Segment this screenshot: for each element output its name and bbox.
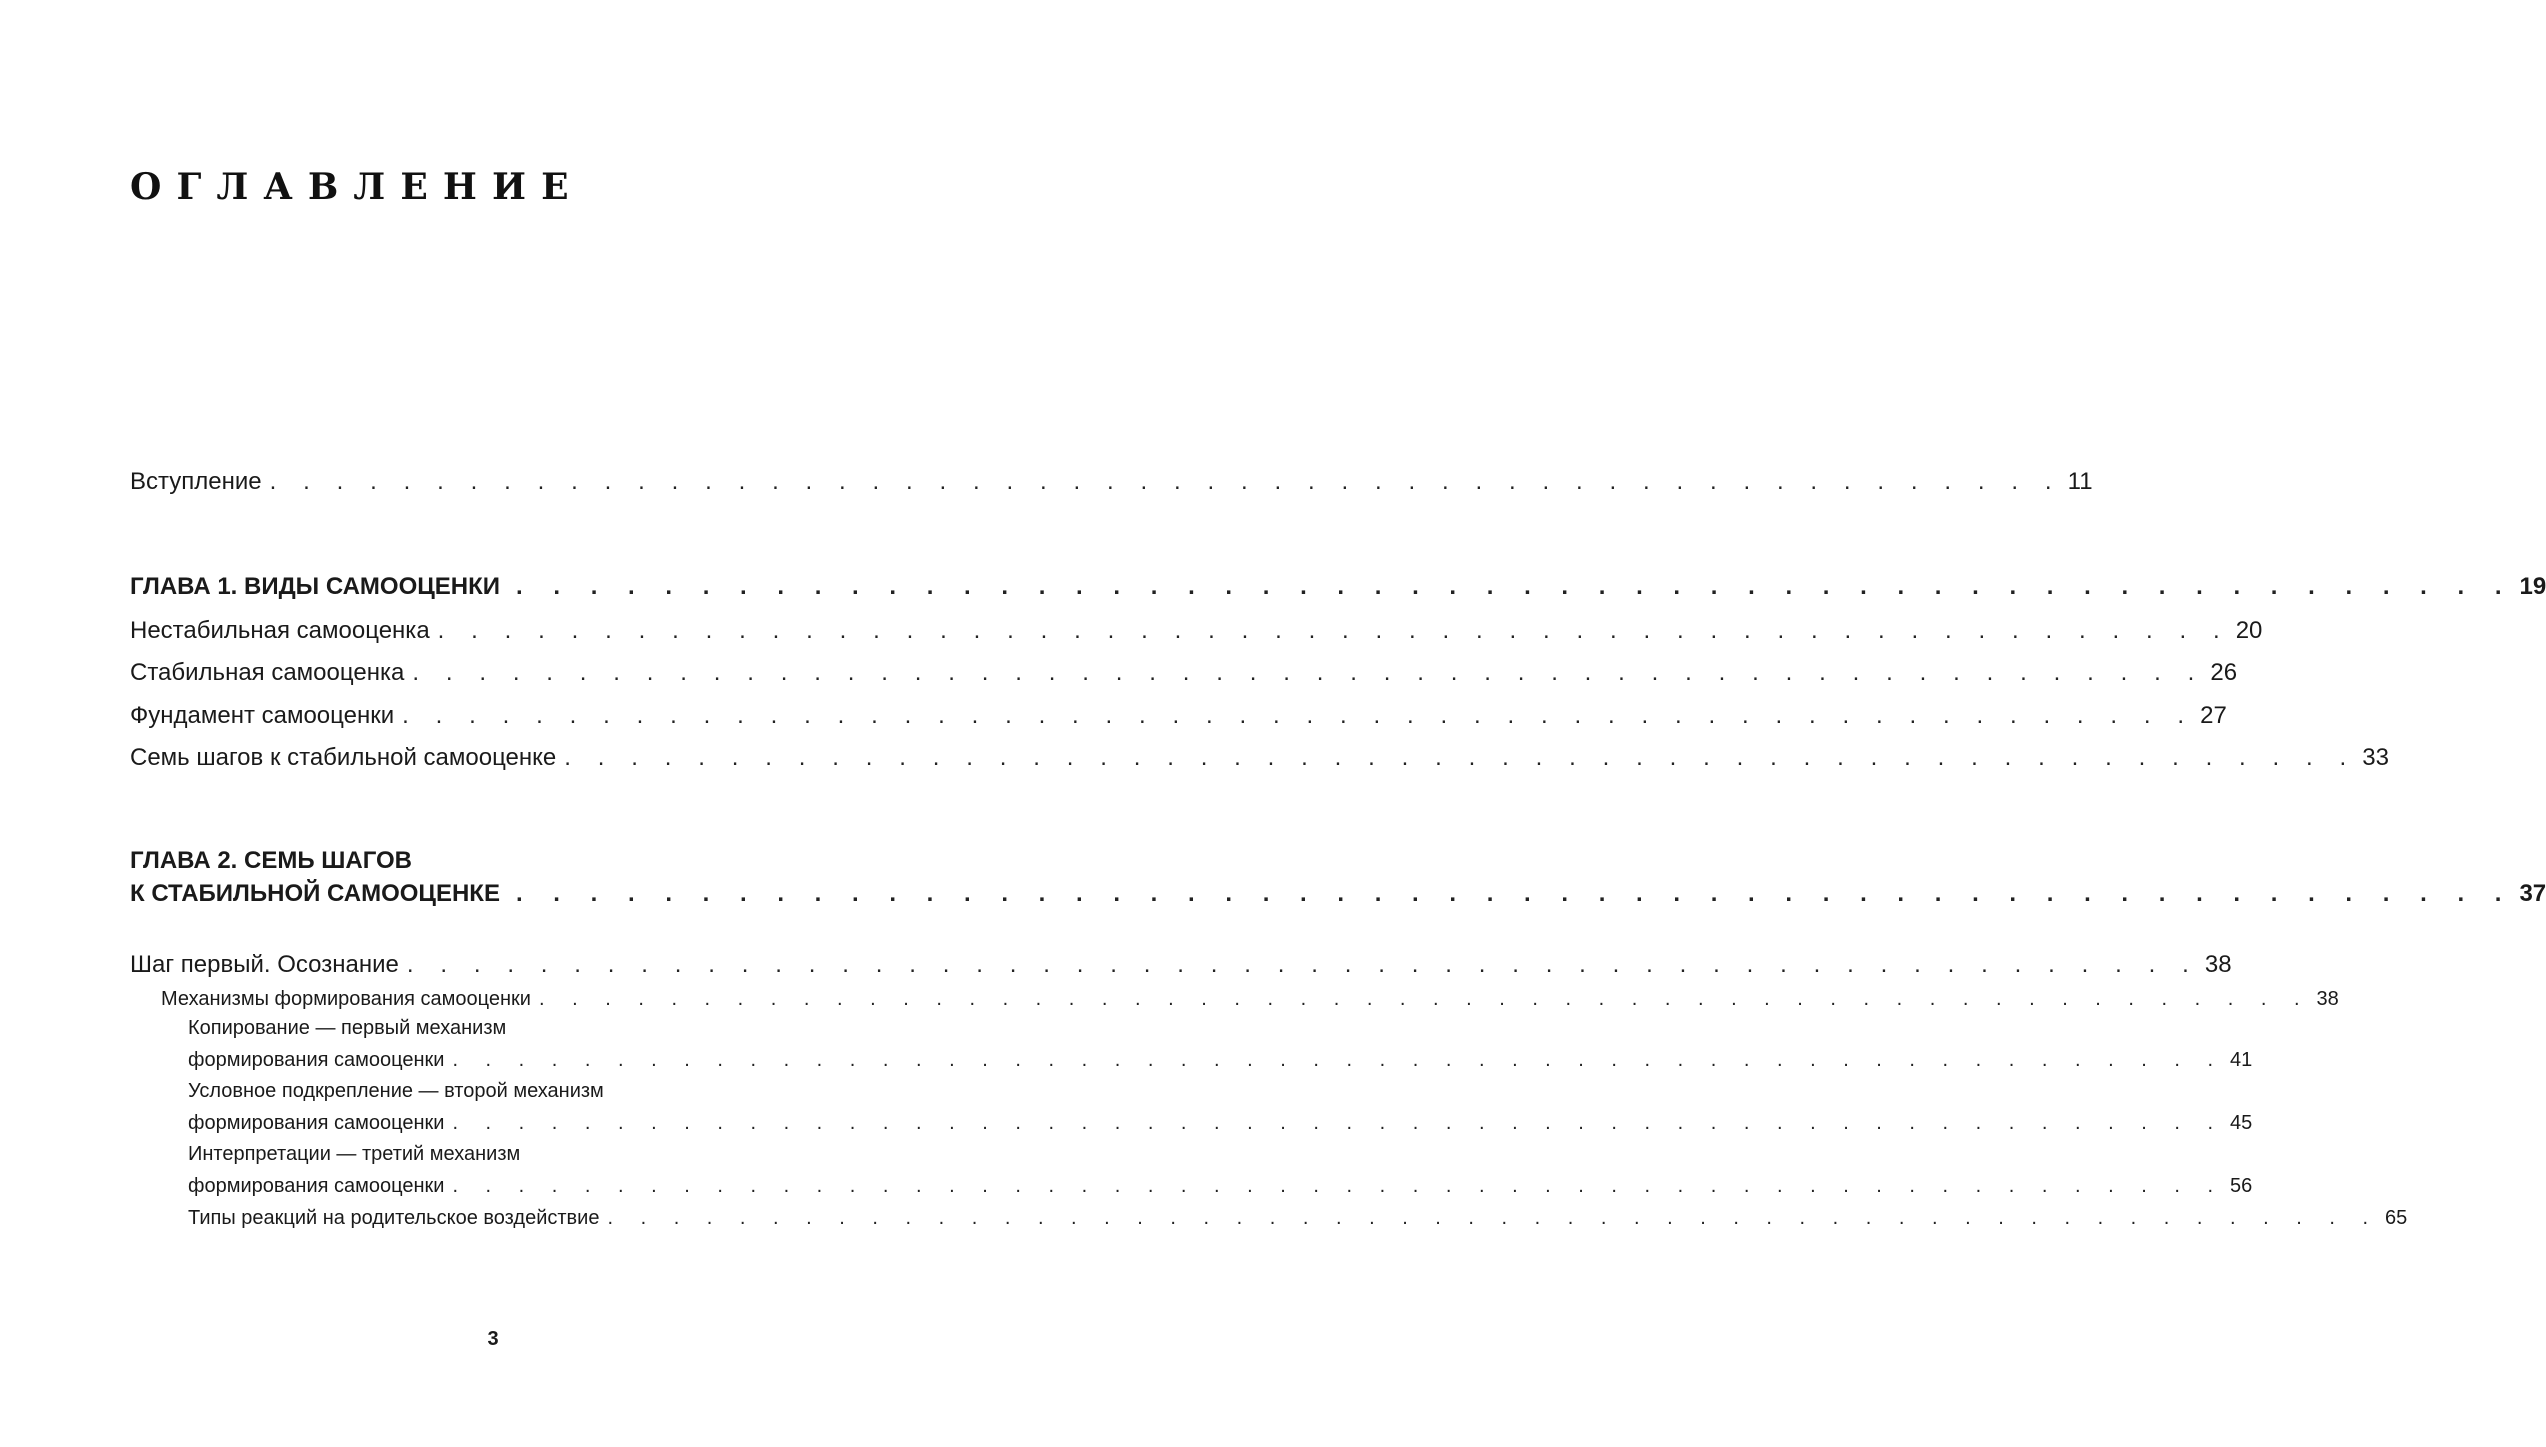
toc-entry-label: Фундамент самооценки (130, 702, 395, 729)
dot-leader: . . . . . . . . . . . . . . . . . . . . . . . . . . . . . . . . . . . . . . . . . . . . . . . . . . . . . . (607, 1207, 2380, 1229)
toc-page-number: 19 (2519, 573, 2546, 600)
toc-page-number: 26 (2210, 659, 2238, 686)
toc-entry-label: Стабильная самооценка (130, 659, 405, 686)
dot-leader: . . . . . . . . . . . . . . . . . . . . . . . . . . . . . . . . . . . . . . . . . . . . . . . . . . . . . . (452, 1175, 2224, 1197)
page-number: 3 (487, 1328, 499, 1350)
dot-leader: . . . . . . . . . . . . . . . . . . . . . . . . . . . . . . . . . . . . . . . . . . . . . . . . . . . . . . (452, 1112, 2224, 1134)
toc-entry-label: формирования самооценки (188, 1049, 445, 1071)
toc-page-number: 45 (2230, 1112, 2253, 1134)
dot-leader: . . . . . . . . . . . . . . . . . . . . . . . . . . . . . . . . . . . . . . . . . . . . . . . . . . . . . . (538, 988, 2311, 1010)
toc-page-number: 38 (2316, 988, 2339, 1010)
toc-entry-conditioning-line1[interactable]: Условное подкрепление — второй механизм (188, 1080, 604, 1102)
toc-page-number: 41 (2230, 1049, 2253, 1071)
toc-entry-copying[interactable] (188, 1045, 2253, 1073)
dot-leader: . . . . . . . . . . . . . . . . . . . . . . . . . . . . . . . . . . . . . . . . . . . . . . . . . . . . . . (412, 659, 2205, 686)
dot-leader: . . . . . . . . . . . . . . . . . . . . . . . . . . . . . . . . . . . . . . . . . . . . . . . . . . . . . . (452, 1049, 2224, 1071)
toc-entry-interpretations[interactable] (188, 1171, 2253, 1199)
dot-leader: . . . . . . . . . . . . . . . . . . . . . . . . . . . . . . . . . . . . . . . . . . . . . . . . . . . . . . (564, 744, 2357, 771)
toc-entry-mechanisms[interactable] (161, 984, 2339, 1012)
toc-entry-conditioning[interactable] (188, 1108, 2253, 1136)
page-title: ОГЛАВЛЕНИЕ (130, 166, 584, 208)
toc-page-number: 33 (2362, 744, 2389, 771)
toc-entry-label: Шаг первый. Осознание (130, 951, 399, 978)
toc-page-number: 37 (2519, 880, 2546, 907)
toc-entry-label: Нестабильная самооценка (130, 617, 430, 644)
dot-leader: . . . . . . . . . . . . . . . . . . . . . . . . . . . . . . . . . . . . . . . . . . . . . . . . . . . . . . (516, 573, 2514, 600)
dot-leader: . . . . . . . . . . . . . . . . . . . . . . . . . . . . . . . . . . . . . . . . . . . . . . . . . . . . . . (402, 702, 2195, 729)
toc-page-number: 56 (2230, 1175, 2253, 1197)
toc-chapter-2-line1[interactable]: ГЛАВА 2. СЕМЬ ШАГОВ (130, 847, 412, 874)
toc-entry-label: Механизмы формирования самооценки (161, 988, 531, 1010)
toc-chapter-label: ГЛАВА 1. ВИДЫ САМООЦЕНКИ (130, 573, 501, 600)
toc-entry-interpretations-line1[interactable]: Интерпретации — третий механизм (188, 1143, 521, 1165)
toc-entry-label: Типы реакций на родительское воздействие (188, 1207, 600, 1229)
toc-entry-stable[interactable] (130, 654, 2238, 688)
toc-chapter-2[interactable] (130, 875, 2546, 909)
toc-entry-label: Семь шагов к стабильной самооценке (130, 744, 557, 771)
toc-page-number: 11 (2067, 468, 2093, 495)
toc-entry-label: формирования самооценки (188, 1112, 445, 1134)
toc-chapter-1[interactable] (130, 568, 2546, 602)
toc-entry-label: формирования самооценки (188, 1175, 445, 1197)
dot-leader: . . . . . . . . . . . . . . . . . . . . . . . . . . . . . . . . . . . . . . . . . . . . . . . . . . . . . . (515, 880, 2514, 907)
toc-entry-copying-line1[interactable]: Копирование — первый механизм (188, 1017, 507, 1039)
dot-leader: . . . . . . . . . . . . . . . . . . . . . . . . . . . . . . . . . . . . . . . . . . . . . . . . . . . . . . (406, 951, 2199, 978)
toc-page-number: 65 (2385, 1207, 2408, 1229)
toc-page-number: 38 (2204, 951, 2232, 978)
toc-page-number: 20 (2235, 617, 2263, 644)
toc-chapter-label: К СТАБИЛЬНОЙ САМООЦЕНКЕ (130, 880, 500, 907)
dot-leader: . . . . . . . . . . . . . . . . . . . . . . . . . . . . . . . . . . . . . . . . . . . . . . . . . . . . . . (269, 468, 2062, 495)
toc-entry-step-one[interactable] (130, 946, 2232, 980)
toc-entry-label: Вступление (130, 468, 262, 495)
toc-entry-seven-steps[interactable] (130, 739, 2389, 773)
toc-entry-unstable[interactable] (130, 612, 2263, 646)
toc-entry-foundation[interactable] (130, 697, 2227, 731)
toc-page-number: 27 (2200, 702, 2227, 729)
toc-entry-intro[interactable] (130, 463, 2093, 497)
toc-entry-reaction-types[interactable] (188, 1203, 2408, 1231)
dot-leader: . . . . . . . . . . . . . . . . . . . . . . . . . . . . . . . . . . . . . . . . . . . . . . . . . . . . . . (437, 617, 2230, 644)
